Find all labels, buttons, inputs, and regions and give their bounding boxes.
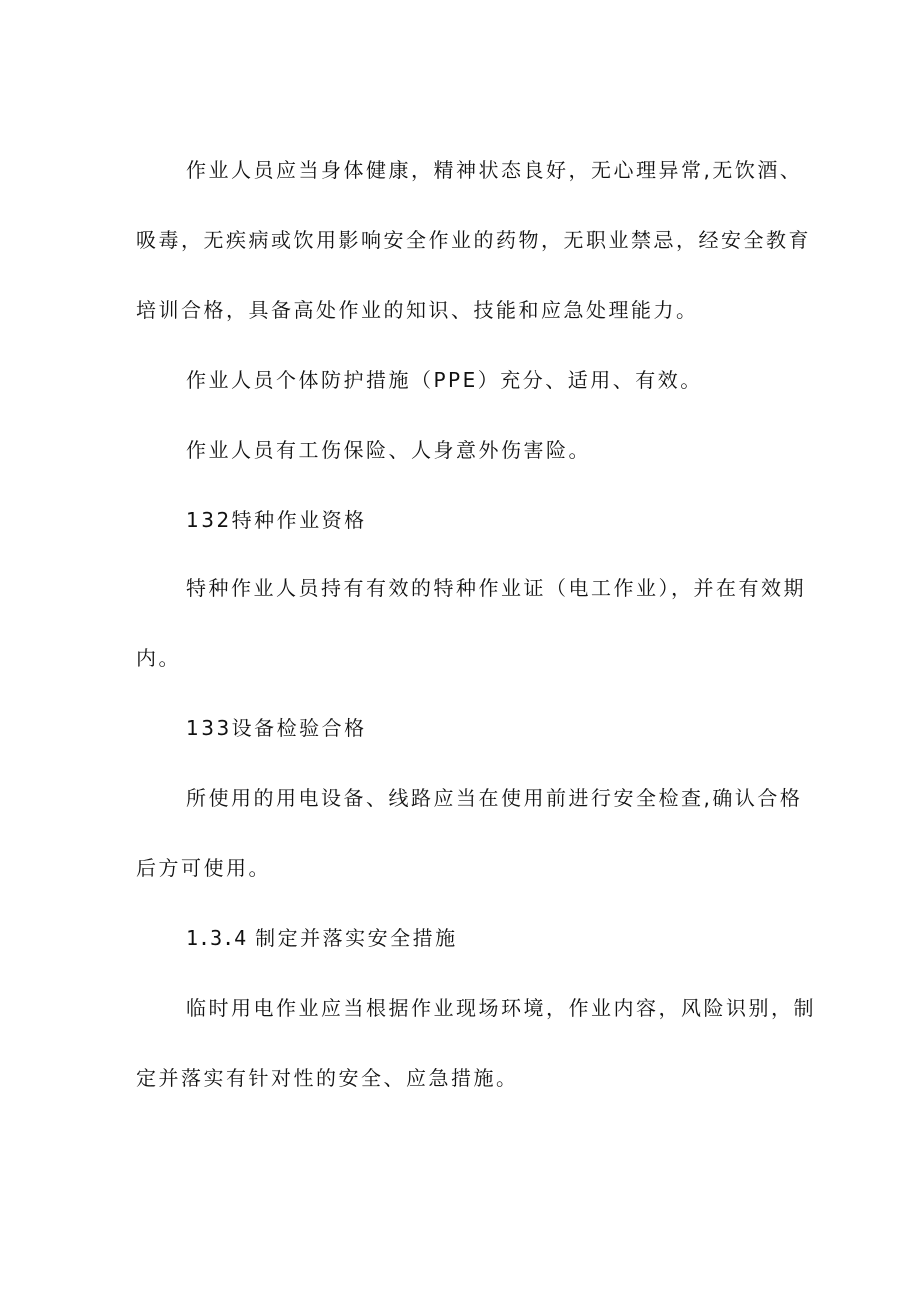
para-insurance: 作业人员有工伤保险、人身意外伤害险。	[186, 438, 591, 462]
heading-title: 制定并落实安全措施	[255, 926, 458, 950]
heading-special-work-qualification: 132特种作业资格	[186, 508, 367, 532]
para-measures-line-2: 定并落实有针对性的安全、应急措施。	[136, 1066, 519, 1090]
para-health-line-3: 培训合格，具备高处作业的知识、技能和应急处理能力。	[136, 298, 699, 322]
para-health-line-2: 吸毒，无疾病或饮用影响安全作业的药物，无职业禁忌，经安全教育	[136, 228, 811, 252]
para-measures-line-1: 临时用电作业应当根据作业现场环境，作业内容，风险识别，制	[186, 996, 816, 1020]
para-special-work-line-2: 内。	[136, 646, 181, 670]
para-equipment-line-1: 所使用的用电设备、线路应当在使用前进行安全检查,确认合格	[186, 786, 803, 810]
heading-number: 1.3.4	[186, 926, 247, 950]
heading-equipment-inspection: 133设备检验合格	[186, 716, 367, 740]
para-ppe: 作业人员个体防护措施（PPE）充分、适用、有效。	[186, 368, 703, 392]
para-health-line-1: 作业人员应当身体健康，精神状态良好，无心理异常,无饮酒、	[186, 158, 803, 182]
para-equipment-line-2: 后方可使用。	[136, 856, 271, 880]
para-special-work-line-1: 特种作业人员持有有效的特种作业证（电工作业），并在有效期	[186, 576, 806, 600]
heading-safety-measures	[186, 926, 458, 950]
